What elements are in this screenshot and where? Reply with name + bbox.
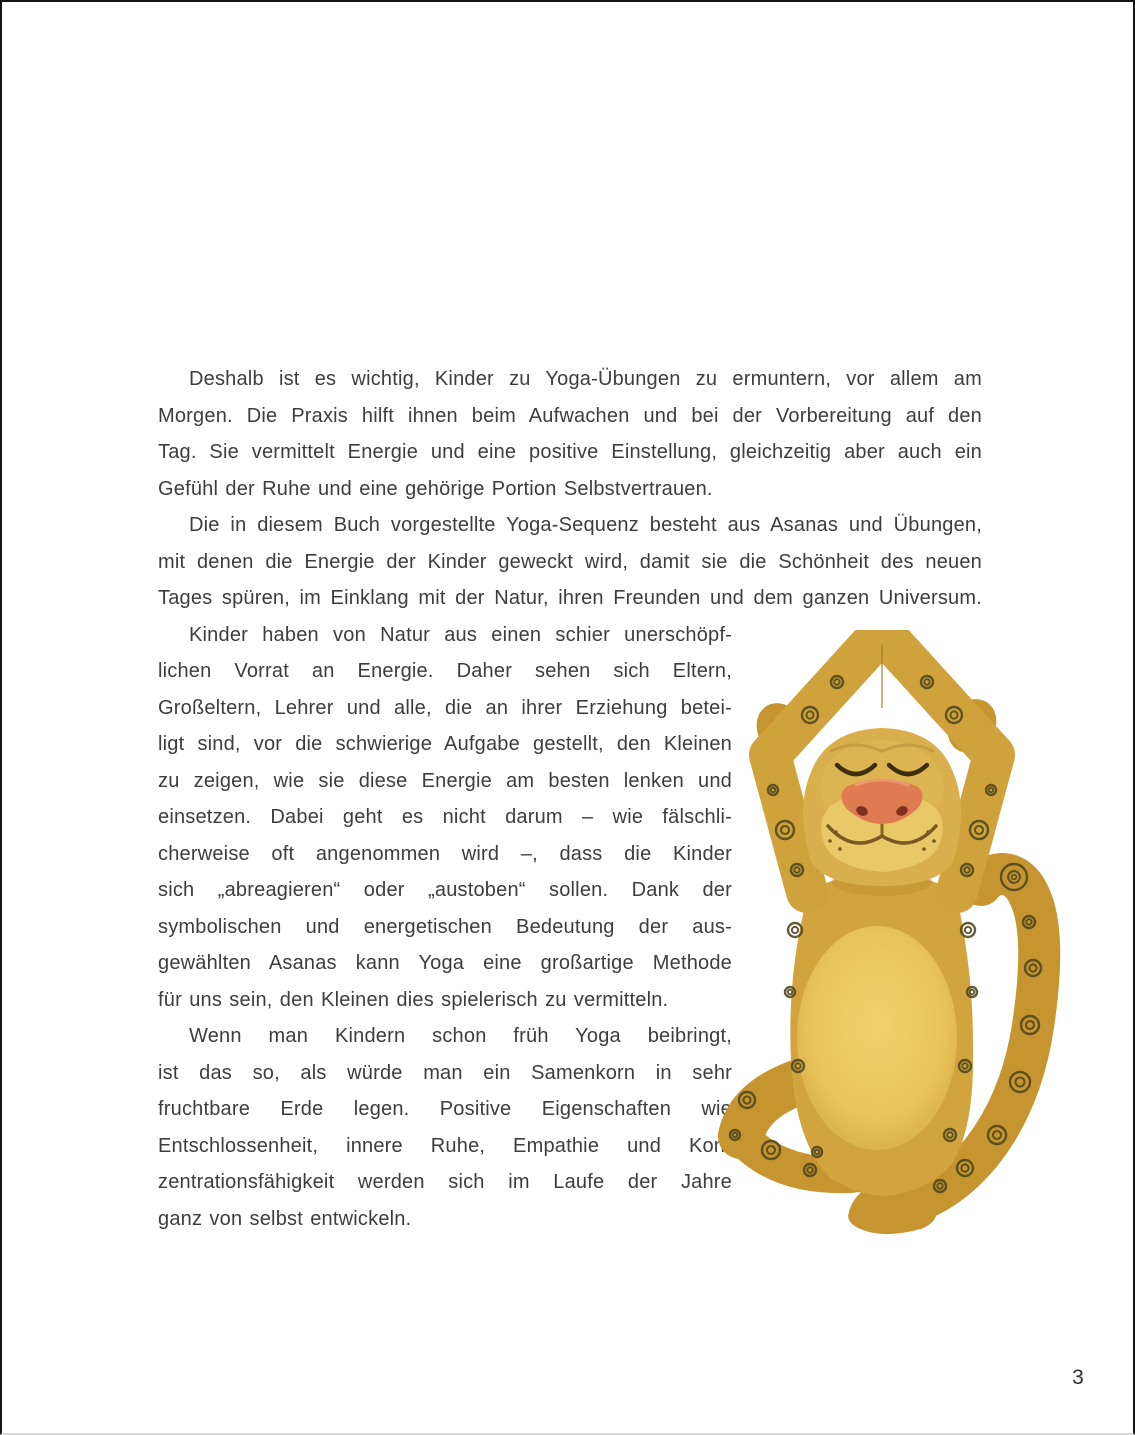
leopard-head bbox=[803, 728, 961, 886]
paragraph bbox=[158, 361, 982, 507]
text-line: mit denen die Energie der Kinder geweckt wird, damit sie die Schönheit des neuen bbox=[158, 550, 982, 573]
text-line: ist das so, als würde man ein Samenkorn in sehr bbox=[158, 1061, 732, 1084]
text-line: Tages spüren, im Einklang mit der Natur, ihren Freunden und dem ganzen Universum. bbox=[158, 587, 982, 609]
text-line: gewählten Asanas kann Yoga eine großartige Methode bbox=[158, 952, 732, 974]
text-line: ligt sind, vor die schwierige Aufgabe gestellt, den Kleinen bbox=[158, 733, 732, 755]
paragraph bbox=[158, 507, 982, 617]
text-line: Entschlossenheit, innere Ruhe, Empathie und Kon- bbox=[158, 1134, 732, 1157]
text-line: für uns sein, den Kleinen dies spielerisch zu vermitteln. bbox=[158, 988, 669, 1011]
text-line: Die in diesem Buch vorgestellte Yoga-Sequenz besteht aus Asanas und Übungen, bbox=[189, 514, 982, 536]
text-line: ganz von selbst entwickeln. bbox=[158, 1207, 412, 1230]
text-line: symbolischen und energetischen Bedeutung der aus- bbox=[158, 915, 732, 938]
page-number: 3 bbox=[1072, 1366, 1084, 1389]
text-line: zentrationsfähigkeit werden sich im Laufe der Jahre bbox=[158, 1171, 732, 1193]
text-line: zu zeigen, wie sie diese Energie am besten lenken und bbox=[158, 769, 732, 792]
leopard-belly bbox=[797, 926, 957, 1150]
text-line: cherweise oft angenommen wird –, dass die Kinder bbox=[158, 842, 732, 865]
leopard-illustration bbox=[715, 630, 1115, 1240]
text-line: Großeltern, Lehrer und alle, die an ihrer Erziehung betei- bbox=[158, 696, 732, 719]
text-line: Wenn man Kindern schon früh Yoga beibringt, bbox=[189, 1025, 732, 1047]
text-line: Kinder haben von Natur aus einen schier unerschöpf- bbox=[189, 623, 732, 646]
leopard-svg bbox=[715, 630, 1115, 1240]
text-line: Morgen. Die Praxis hilft ihnen beim Aufwachen und bei der Vorbereitung auf den bbox=[158, 404, 982, 427]
text-line: Gefühl der Ruhe und eine gehörige Portion Selbstvertrauen. bbox=[158, 477, 713, 500]
text-line: fruchtbare Erde legen. Positive Eigenschaften wie bbox=[158, 1098, 732, 1120]
text-line: sich „abreagieren“ oder „austoben“ sollen. Dank der bbox=[158, 879, 732, 901]
text-line: Tag. Sie vermittelt Energie und eine positive Einstellung, gleichzeitig aber auch ein bbox=[158, 441, 982, 463]
text-line: lichen Vorrat an Energie. Daher sehen sich Eltern, bbox=[158, 660, 732, 682]
text-line: Deshalb ist es wichtig, Kinder zu Yoga-Übungen zu ermuntern, vor allem am bbox=[189, 368, 982, 390]
text-line: einsetzen. Dabei geht es nicht darum – wie fälschli- bbox=[158, 806, 732, 828]
